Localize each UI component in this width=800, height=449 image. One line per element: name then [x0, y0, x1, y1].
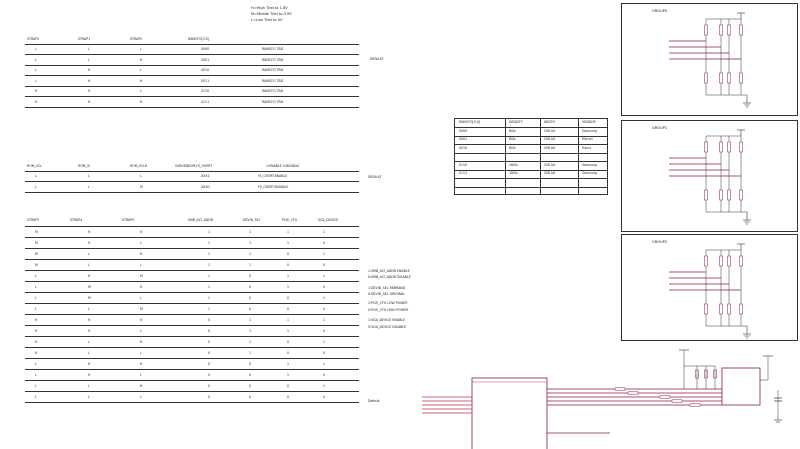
- strap-cell-4-4: RAMCFG TBD: [262, 89, 284, 93]
- big-cell-11-0: H: [35, 351, 38, 355]
- pulldown-resistor-0: [705, 190, 708, 200]
- pulldown-resistor-2: [728, 73, 731, 83]
- strap-header-0: STRAP2: [27, 37, 40, 41]
- group1-title: GROUP1: [652, 126, 668, 130]
- strap-cell-3-1: H: [88, 78, 91, 83]
- big-cell-11-3: 0: [208, 351, 211, 355]
- pulldown-resistor-1: [720, 73, 723, 83]
- rom-cell-0-4: FS_OVERT:ENABLE: [258, 174, 288, 178]
- strap-cell-2-3: 0010: [201, 68, 210, 72]
- pullup-resistor-1: [720, 25, 723, 35]
- big-cell-15-6: 0: [323, 395, 326, 399]
- big-cell-5-0: L: [35, 285, 37, 289]
- big-cell-10-2: H: [140, 340, 143, 344]
- big-cell-11-2: L: [140, 351, 142, 355]
- big-cell-15-3: 0: [208, 395, 211, 399]
- pullup-resistor-3: [740, 256, 743, 266]
- pulldown-resistor-2: [728, 304, 731, 314]
- pulldown-resistor-1: [720, 304, 723, 314]
- series-resistor-4: [690, 404, 700, 406]
- big-cell-8-5: 1: [287, 318, 290, 322]
- big-header-2: STRAP5: [122, 218, 135, 222]
- strap-cell-5-3: 0111: [201, 99, 210, 104]
- big-cell-0-1: H: [88, 230, 91, 234]
- big-cell-7-1: L: [88, 307, 90, 311]
- strap-cell-3-0: L: [35, 78, 37, 83]
- big-cell-4-5: 1: [287, 274, 290, 278]
- strap-cell-4-0: H: [35, 89, 38, 93]
- strap-header-2: STRAP0: [130, 37, 143, 41]
- big-cell-12-3: 0: [208, 362, 211, 366]
- big-cell-15-2: L: [140, 395, 142, 399]
- big-cell-2-2: H: [140, 252, 143, 256]
- rom-header-3: SUBVENDOR,FS_OVERT: [175, 164, 213, 168]
- note-low: L=Low Tied to 0V: [251, 18, 283, 22]
- big-cell-15-1: L: [88, 395, 90, 399]
- strap-cell-4-1: H: [88, 89, 91, 93]
- pullup-resistor-0: [705, 142, 708, 152]
- big-cell-6-4: 0: [249, 296, 252, 300]
- big-cell-2-0: M: [35, 252, 38, 256]
- strap-default-label: DEFAULT: [370, 57, 384, 61]
- ram-cell-4-2: 256 bit: [544, 162, 556, 167]
- big-cell-10-5: 0: [287, 340, 290, 344]
- big-cell-2-5: 0: [287, 252, 290, 256]
- pullup-resistor-0: [705, 25, 708, 35]
- big-cell-14-3: 0: [208, 384, 211, 388]
- ram-cell-1-0: 0001: [459, 137, 468, 141]
- ram-cell-0-2: 256 bit: [544, 128, 556, 133]
- strap-cell-4-2: L: [140, 89, 142, 93]
- pulldown-resistor-0: [705, 304, 708, 314]
- big-cell-3-1: L: [88, 263, 90, 267]
- big-cell-5-4: 0: [249, 285, 252, 289]
- big-cell-9-1: H: [88, 329, 91, 333]
- big-cell-3-6: 0: [323, 263, 326, 267]
- big-cell-6-1: M: [88, 296, 91, 300]
- gpu-chip-symbol: [472, 378, 547, 449]
- ram-cell-4-0: 0110: [459, 162, 468, 167]
- strap-cell-5-0: H: [35, 99, 38, 104]
- ram-cell-0-3: Samsung: [582, 128, 597, 133]
- pullup-resistor-2: [728, 25, 731, 35]
- strap-cell-1-1: L: [88, 57, 90, 62]
- pulldown-resistor-2: [728, 190, 731, 200]
- big-header-4: DEVID_SEL: [243, 218, 261, 222]
- pullup-resistor-0: [705, 256, 708, 266]
- rom-header-0: ROM_SCL: [27, 164, 43, 168]
- big-cell-9-2: L: [140, 329, 142, 333]
- big-cell-3-5: 0: [287, 263, 290, 267]
- series-resistor-2: [660, 396, 670, 398]
- strap-cell-0-1: L: [88, 47, 90, 51]
- big-cell-2-3: 1: [208, 252, 211, 256]
- rom-cell-1-2: M: [140, 185, 143, 189]
- big-cell-5-5: 1: [287, 285, 290, 289]
- ram-cell-4-3: Samsung: [582, 162, 597, 167]
- strap-cell-3-3: 0011: [201, 78, 210, 83]
- ram-header-1: DENSITY: [509, 120, 523, 124]
- big-cell-8-4: 1: [249, 318, 252, 322]
- big-cell-0-5: 1: [287, 230, 290, 234]
- rom-cell-0-1: L: [88, 174, 90, 178]
- big-default-label: Default: [368, 399, 380, 403]
- big-cell-5-1: M: [88, 285, 91, 289]
- ram-cell-2-2: 256 bit: [544, 145, 556, 150]
- big-cell-3-3: 1: [208, 263, 211, 267]
- big-cell-10-1: L: [88, 340, 90, 344]
- big-cell-11-1: L: [88, 351, 90, 355]
- pulldown-resistor-0: [705, 73, 708, 83]
- ram-cell-0-1: 8Gb: [509, 128, 516, 133]
- big-cell-3-0: M: [35, 263, 38, 267]
- big-cell-9-0: H: [35, 329, 38, 333]
- big-cell-12-5: 1: [287, 362, 290, 366]
- big-cell-14-1: L: [88, 384, 90, 388]
- big-legend-0: 1:SMB_ALT_ADDR ENABLE: [368, 269, 410, 273]
- big-cell-7-3: 1: [208, 307, 211, 311]
- big-cell-4-0: L: [35, 274, 37, 278]
- big-cell-2-6: 1: [323, 252, 326, 256]
- big-cell-14-6: 1: [323, 384, 326, 388]
- big-header-5: PCIE_CFG: [282, 218, 298, 222]
- big-header-0: STRAP3: [27, 218, 40, 222]
- ram-header-0: RAMCFG[3:0]: [459, 120, 481, 124]
- big-cell-6-6: 1: [323, 296, 326, 300]
- ram-cell-1-3: Micron: [582, 137, 593, 141]
- big-cell-12-4: 0: [249, 362, 252, 366]
- big-cell-12-2: H: [140, 362, 143, 366]
- big-cell-0-0: M: [35, 230, 38, 234]
- big-cell-7-0: L: [35, 307, 37, 311]
- strap-cell-2-0: L: [35, 68, 37, 72]
- big-cell-6-5: 0: [287, 296, 290, 300]
- strap-cell-1-4: RAMCFG TBD: [262, 57, 284, 62]
- rom-header-4: 1:ENABLE 0:DISABLE: [266, 164, 300, 168]
- ram-cell-2-1: 8Gb: [509, 145, 516, 150]
- rom-cell-1-0: L: [35, 185, 37, 189]
- strap-cell-2-2: L: [140, 68, 142, 72]
- rom-header-2: ROM_SCLK: [130, 164, 148, 168]
- big-cell-1-6: 0: [323, 241, 326, 245]
- pulldown-resistor-3: [740, 190, 743, 200]
- big-cell-10-4: 1: [249, 340, 252, 344]
- strap-cell-0-3: 0000: [201, 47, 210, 51]
- big-cell-8-2: H: [140, 318, 143, 322]
- strap-cell-0-4: RAMCFG TBD: [262, 47, 284, 51]
- big-cell-12-1: H: [88, 362, 91, 366]
- big-cell-12-6: 1: [323, 362, 326, 366]
- strap-cell-1-3: 0001: [201, 57, 210, 62]
- big-cell-9-5: 1: [287, 329, 290, 333]
- big-cell-9-4: 1: [249, 329, 252, 333]
- big-cell-4-1: H: [88, 274, 91, 278]
- ram-cell-5-2: 256 bit: [544, 171, 556, 175]
- big-cell-7-6: 0: [323, 307, 326, 311]
- pulldown-resistor-1: [720, 190, 723, 200]
- rom-cell-1-4: FS_OVERT:DISABLE: [258, 185, 289, 189]
- big-cell-3-4: 1: [249, 263, 252, 267]
- big-header-6: VGA_DEVICE: [318, 218, 339, 222]
- big-cell-6-3: 1: [208, 296, 211, 300]
- series-resistor-0: [615, 388, 625, 390]
- big-cell-5-3: 1: [208, 285, 211, 289]
- big-cell-14-0: L: [35, 384, 37, 388]
- big-header-1: STRAP4: [70, 218, 83, 222]
- ram-cell-4-1: 16Gb: [509, 162, 518, 167]
- series-resistor-1: [628, 392, 638, 394]
- big-cell-8-6: 1: [323, 318, 326, 322]
- rom-cell-1-3: XXX0: [201, 185, 210, 189]
- big-cell-15-4: 0: [249, 395, 252, 399]
- pullup-resistor-1: [720, 256, 723, 266]
- big-legend-6: 1:VGA_DEVICE ENABLE: [368, 318, 405, 322]
- big-header-3: SMB_ALT_ADDR: [188, 218, 213, 222]
- big-cell-12-0: L: [35, 362, 37, 366]
- big-cell-13-2: L: [140, 373, 142, 377]
- big-cell-0-3: 1: [208, 230, 211, 234]
- big-cell-7-4: 0: [249, 307, 252, 311]
- big-cell-13-4: 0: [249, 373, 252, 377]
- big-cell-2-1: L: [88, 252, 90, 256]
- big-cell-8-1: H: [88, 318, 91, 322]
- rom-default-label: DEFAULT: [368, 175, 382, 179]
- strap-cell-0-0: L: [35, 47, 37, 51]
- strap-cell-1-0: L: [35, 57, 37, 62]
- strap-cell-1-2: H: [140, 57, 143, 62]
- big-cell-1-2: L: [140, 241, 142, 245]
- big-cell-13-1: H: [88, 373, 91, 377]
- eeprom-chip-symbol: [722, 368, 760, 405]
- big-legend-1: 0:SMB_ALT_ADDR DISABLE: [368, 275, 411, 279]
- ram-cell-2-0: 0010: [459, 145, 468, 150]
- big-cell-4-6: 1: [323, 274, 326, 278]
- strap-cell-5-2: H: [140, 99, 143, 104]
- pulldown-resistor-3: [740, 304, 743, 314]
- pullup-resistor-2: [728, 256, 731, 266]
- rom-cell-0-0: L: [35, 174, 37, 178]
- big-cell-7-5: 0: [287, 307, 290, 311]
- big-cell-13-5: 1: [287, 373, 290, 377]
- pullup-resistor-1: [720, 142, 723, 152]
- note-high: H=High Tied to 1.8V: [251, 6, 288, 10]
- big-cell-9-6: 0: [323, 329, 326, 333]
- ram-cell-1-1: 8Gb: [509, 137, 516, 141]
- ram-cell-1-2: 256 bit: [544, 137, 556, 141]
- strap-cell-3-2: H: [140, 78, 143, 83]
- big-cell-0-6: 1: [323, 230, 326, 234]
- ram-cell-5-1: 16Gb: [509, 171, 518, 175]
- big-cell-11-4: 1: [249, 351, 252, 355]
- strap-cell-0-2: L: [140, 47, 142, 51]
- big-cell-15-0: L: [35, 395, 37, 399]
- strap-cell-3-4: RAMCFG TBD: [262, 78, 284, 83]
- pullup-resistor-3: [740, 25, 743, 35]
- big-cell-7-2: M: [140, 307, 143, 311]
- rom-cell-1-1: L: [88, 185, 90, 189]
- big-cell-8-3: 0: [208, 318, 211, 322]
- strap-cell-2-4: RAMCFG TBD: [262, 68, 284, 72]
- big-cell-10-0: H: [35, 340, 38, 344]
- big-cell-10-6: 1: [323, 340, 326, 344]
- pulldown-resistor-3: [740, 73, 743, 83]
- strap-cell-5-4: RAMCFG TBD: [262, 99, 284, 104]
- big-cell-1-1: H: [88, 241, 91, 245]
- big-cell-2-4: 1: [249, 252, 252, 256]
- big-cell-4-2: M: [140, 274, 143, 278]
- ram-cell-5-3: Samsung: [582, 171, 597, 175]
- series-resistor-3: [672, 400, 682, 402]
- big-cell-6-0: L: [35, 296, 37, 300]
- strap-cell-2-1: H: [88, 68, 91, 72]
- ram-header-2: WIDTH: [544, 120, 555, 124]
- big-legend-4: 1:PCIE_CFG LOW POWER: [368, 301, 408, 305]
- ram-header-3: VENDOR: [582, 120, 596, 124]
- pullup-resistor-2: [728, 142, 731, 152]
- ram-cell-0-0: 0000: [459, 128, 468, 133]
- big-cell-8-0: H: [35, 318, 38, 322]
- big-cell-14-4: 0: [249, 384, 252, 388]
- big-cell-1-4: 1: [249, 241, 252, 245]
- note-middle: M=Middle Tied to 0.9V: [251, 12, 292, 16]
- big-cell-0-2: H: [140, 230, 143, 234]
- big-cell-11-5: 0: [287, 351, 290, 355]
- group2-title: GROUP2: [652, 240, 668, 244]
- big-cell-14-5: 0: [287, 384, 290, 388]
- big-cell-3-2: L: [140, 263, 142, 267]
- strap-header-1: STRAP1: [78, 37, 91, 41]
- big-cell-0-4: 1: [249, 230, 252, 234]
- big-cell-13-3: 0: [208, 373, 211, 377]
- strap-cell-5-1: H: [88, 99, 91, 104]
- big-legend-5: 0:PCIE_CFG HIGH POWER: [368, 308, 409, 312]
- ram-cell-2-3: Hynix: [582, 145, 592, 150]
- big-cell-1-0: M: [35, 241, 38, 245]
- big-cell-4-3: 1: [208, 274, 211, 278]
- ram-cell-5-0: 0111: [459, 171, 468, 175]
- big-legend-2: 1:DEVID_SEL REBRAND: [368, 286, 406, 290]
- rom-cell-0-2: L: [140, 174, 142, 178]
- rom-cell-0-3: XXX1: [201, 174, 210, 178]
- group0-title: GROUP0: [652, 9, 668, 13]
- big-cell-9-3: 0: [208, 329, 211, 333]
- big-cell-6-2: L: [140, 296, 142, 300]
- big-cell-1-3: 1: [208, 241, 211, 245]
- big-cell-13-6: 0: [323, 373, 326, 377]
- big-cell-5-2: H: [140, 285, 143, 289]
- strap-cell-4-3: 0110: [201, 89, 210, 93]
- rom-header-1: ROM_SI: [78, 164, 91, 168]
- big-cell-14-2: H: [140, 384, 143, 388]
- big-cell-13-0: L: [35, 373, 37, 377]
- big-cell-1-5: 1: [287, 241, 290, 245]
- big-legend-7: 0:VGA_DEVICE DISABLE: [368, 325, 407, 329]
- strap-header-3: RAMCFG[3:0]: [188, 37, 210, 41]
- pullup-resistor-3: [740, 142, 743, 152]
- big-cell-15-5: 0: [287, 395, 290, 399]
- big-cell-11-6: 0: [323, 351, 326, 355]
- big-cell-5-6: 0: [323, 285, 326, 289]
- big-cell-4-4: 0: [249, 274, 252, 278]
- big-legend-3: 0:DEVID_SEL ORIGINAL: [368, 292, 405, 296]
- big-cell-10-3: 0: [208, 340, 211, 344]
